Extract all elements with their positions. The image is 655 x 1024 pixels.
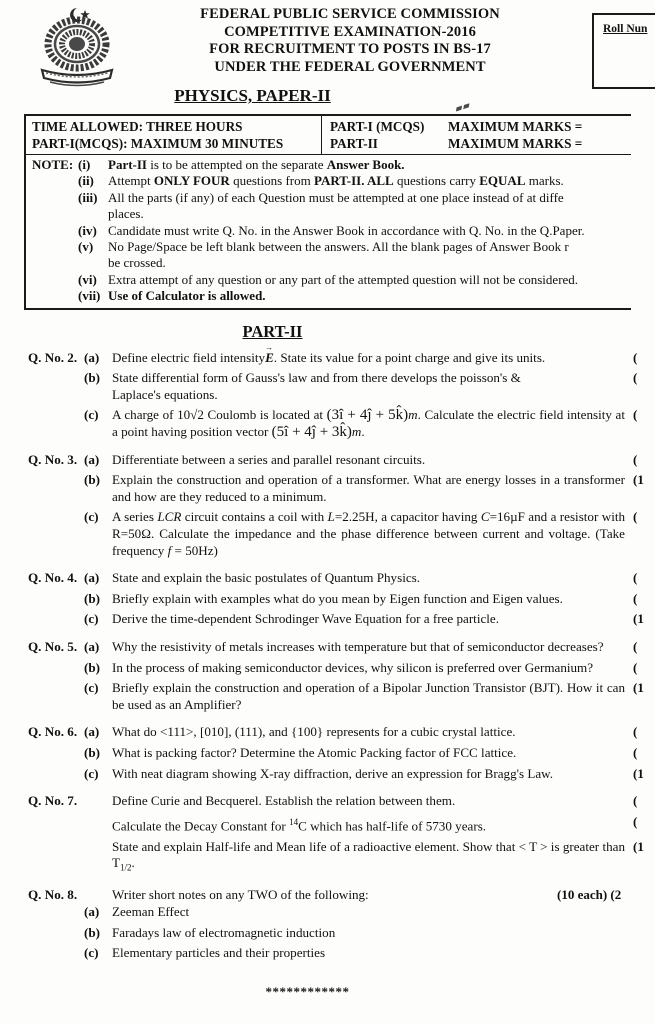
question-number bbox=[0, 745, 84, 762]
time-allowed-text: TIME ALLOWED: THREE HOURS bbox=[32, 119, 243, 134]
paper-title-text: PHYSICS, PAPER-II bbox=[174, 86, 331, 105]
note-item-text: All the parts (if any) of each Question must be attempted at one place instead of at diffe bbox=[108, 189, 564, 205]
question-part-label: (c) bbox=[84, 945, 99, 961]
question-marks: (10 each) (2 bbox=[557, 887, 622, 903]
note-item bbox=[32, 239, 627, 255]
question-part-row bbox=[0, 350, 655, 367]
question-number: Q. No. 5. bbox=[28, 638, 78, 654]
note-item bbox=[32, 206, 627, 222]
question-part-marks: ( bbox=[633, 370, 638, 386]
question-block bbox=[0, 350, 655, 441]
note-item-text: Attempt ONLY FOUR questions from PART-II. ALL questions carry EQUAL marks. bbox=[108, 173, 564, 189]
question-block bbox=[0, 570, 655, 628]
questions-container bbox=[0, 350, 655, 962]
note-item-text: be crossed. bbox=[108, 255, 166, 271]
question-part-text: Derive the time-dependent Schrodinger Wave Equation for a free particle. bbox=[112, 611, 499, 627]
question-part-row bbox=[0, 472, 655, 505]
question-part-text: A series LCR circuit contains a coil with L=2.25H, a capacitor having C=16µF and a resistor with R=50Ω. Calculate the impedance and the phase difference between current and voltage. (Take frequency f = 50Hz) bbox=[112, 509, 626, 558]
question-part-marks: ( bbox=[633, 570, 638, 586]
question-part-label: (c) bbox=[84, 680, 99, 696]
question-part-text: Define Curie and Becquerel. Establish the relation between them. bbox=[112, 793, 456, 809]
note-item bbox=[32, 288, 627, 304]
question-part-text: What is packing factor? Determine the Atomic Packing factor of FCC lattice. bbox=[112, 744, 517, 760]
note-item-number bbox=[78, 255, 108, 271]
question-part-label: (b) bbox=[84, 370, 101, 386]
question-part-text: Why the resistivity of metals increases with temperature but that of semiconductor decreases? bbox=[112, 638, 604, 654]
note-item-number: (vi) bbox=[78, 271, 97, 287]
question-part-label: (b) bbox=[84, 590, 101, 606]
question-part-text: Elementary particles and their properties bbox=[112, 945, 326, 961]
question-part-row bbox=[0, 452, 655, 469]
question-part-row bbox=[0, 509, 655, 559]
note-item bbox=[32, 157, 627, 173]
question-part-label: (a) bbox=[84, 570, 100, 586]
paper-title bbox=[0, 86, 655, 116]
question-part-row bbox=[0, 814, 655, 835]
question-part-row bbox=[0, 370, 655, 403]
question-part-row bbox=[0, 591, 655, 608]
question-part-label: (a) bbox=[84, 638, 100, 654]
question-part-text: State and explain the basic postulates of Quantum Physics. bbox=[112, 570, 421, 586]
question-part-label bbox=[84, 814, 112, 835]
note-item-number: (v) bbox=[78, 239, 94, 255]
scan-smudge-mark: ▰▰ bbox=[453, 99, 472, 116]
question-part-label: (b) bbox=[84, 924, 101, 940]
question-part-row bbox=[0, 407, 655, 440]
question-block bbox=[0, 452, 655, 560]
question-part-label: (b) bbox=[84, 472, 101, 488]
question-part-text: What do <111>, [010], (111), and {100} represents for a cubic crystal lattice. bbox=[112, 724, 516, 740]
note-item-text: places. bbox=[108, 206, 144, 222]
note-section bbox=[26, 155, 631, 308]
question-block bbox=[0, 639, 655, 713]
note-item bbox=[32, 255, 627, 271]
note-spacer bbox=[32, 272, 78, 288]
note-item-number: (vii) bbox=[78, 288, 101, 304]
question-part-marks: (1 bbox=[633, 611, 644, 627]
org-title-line3: FOR RECRUITMENT TO POSTS IN BS-17 bbox=[209, 41, 491, 57]
note-item-number bbox=[78, 206, 108, 222]
roll-number-box[interactable] bbox=[592, 13, 655, 89]
question-number: Q. No. 6. bbox=[28, 724, 78, 740]
question-part-text: With neat diagram showing X-ray diffraction, derive an expression for Bragg's Law. bbox=[112, 765, 554, 781]
question-part-row bbox=[0, 745, 655, 762]
note-item-number: (iv) bbox=[78, 222, 97, 238]
question-part-row bbox=[0, 945, 655, 962]
question-part-row bbox=[0, 766, 655, 783]
maximum-marks-cell bbox=[322, 116, 631, 154]
question-part-text: Define electric field intensityE →. State its value for a point charge and give its units. bbox=[112, 350, 633, 367]
question-spacer bbox=[0, 876, 655, 887]
org-title-line4: UNDER THE FEDERAL GOVERNMENT bbox=[214, 58, 486, 75]
question-part-marks: ( bbox=[633, 451, 638, 467]
question-block bbox=[0, 724, 655, 782]
question-number bbox=[0, 839, 84, 877]
question-part-text: State and explain Half-life and Mean life of a radioactive element. Show that < T > is greater than $T_{1/2}$. bbox=[112, 838, 625, 873]
question-spacer bbox=[0, 441, 655, 452]
note-item-text: Candidate must write Q. No. in the Answer Book in accordance with Q. No. in the Q.Paper. bbox=[108, 222, 585, 238]
question-part-label: (c) bbox=[84, 407, 99, 423]
question-part-marks: ( bbox=[633, 744, 638, 760]
question-number: Q. No. 4. bbox=[28, 570, 78, 586]
question-number: Q. No. 8. bbox=[28, 887, 78, 903]
question-part-row bbox=[0, 793, 655, 810]
note-item-number: (i) bbox=[78, 157, 91, 172]
question-part-marks: ( bbox=[633, 813, 638, 829]
note-item-number: (iii) bbox=[78, 189, 98, 205]
question-part-marks: ( bbox=[633, 509, 638, 525]
question-number bbox=[0, 814, 84, 835]
question-number: Q. No. 7. bbox=[28, 793, 78, 809]
part2-heading: PART-II bbox=[242, 321, 303, 341]
question-part-marks: ( bbox=[633, 793, 638, 809]
question-part-marks: ( bbox=[633, 590, 638, 606]
question-spacer bbox=[0, 713, 655, 724]
header-title-block bbox=[150, 6, 550, 76]
question-part-label: (a) bbox=[84, 451, 100, 467]
question-number: Q. No. 2. bbox=[28, 349, 78, 365]
question-part-text: State differential form of Gauss's law and from there develops the poisson's & Laplace's equations. bbox=[112, 370, 521, 402]
question-part-text: Differentiate between a series and parallel resonant circuits. bbox=[112, 451, 426, 467]
note-spacer bbox=[32, 173, 78, 189]
note-item-text: Part-II is to be attempted on the separate Answer Book. bbox=[108, 157, 405, 172]
question-part-text: Briefly explain the construction and operation of a Bipolar Junction Transistor (BJT). How it can be used as an Amplifier? bbox=[112, 680, 625, 712]
question-part-row bbox=[0, 724, 655, 741]
question-part-label: (b) bbox=[84, 744, 101, 760]
question-number bbox=[0, 904, 84, 921]
info-note-box bbox=[24, 114, 631, 310]
question-block bbox=[0, 793, 655, 876]
question-part-marks: ( bbox=[633, 638, 638, 654]
note-item bbox=[32, 223, 627, 239]
question-part-row bbox=[0, 680, 655, 713]
question-part-label: (b) bbox=[84, 659, 101, 675]
question-part-marks: ( bbox=[633, 724, 638, 740]
org-title-line2: COMPETITIVE EXAMINATION-2016 bbox=[224, 23, 476, 40]
note-item-text: Extra attempt of any question or any part of the attempted question will not be considered. bbox=[108, 271, 579, 287]
footer-stars: ************ bbox=[265, 983, 350, 999]
time-allowed-cell bbox=[26, 116, 322, 154]
question-part-text: Calculate the Decay Constant for $^{14}$C which has half-life of 5730 years. bbox=[112, 816, 487, 834]
question-part-label: (a) bbox=[84, 724, 100, 740]
note-spacer bbox=[32, 206, 78, 222]
question-number bbox=[0, 611, 84, 628]
part1-label: PART-I (MCQS) bbox=[330, 119, 425, 134]
note-item-text: No Page/Space be left blank between the answers. All the blank pages of Answer Book r bbox=[108, 239, 569, 255]
note-item bbox=[32, 272, 627, 288]
question-part-marks: ( bbox=[633, 659, 638, 675]
question-part-label: (c) bbox=[84, 611, 99, 627]
roll-number-label: Roll Nun bbox=[603, 23, 648, 35]
question-spacer bbox=[0, 559, 655, 570]
note-spacer bbox=[32, 223, 78, 239]
part1-maximum-marks: MAXIMUM MARKS = bbox=[448, 119, 583, 134]
question-part-marks: (1 bbox=[633, 838, 644, 854]
note-heading: NOTE: bbox=[32, 157, 74, 172]
question-part-marks: ( bbox=[633, 349, 638, 365]
question-part-row bbox=[0, 570, 655, 587]
question-part-label: (a) bbox=[84, 904, 100, 920]
question-number bbox=[0, 509, 84, 559]
question-part-label bbox=[84, 793, 112, 810]
question-block bbox=[0, 887, 655, 961]
part1-time-text: PART-I(MCQS): MAXIMUM 30 MINUTES bbox=[32, 136, 284, 151]
question-part-label bbox=[84, 887, 112, 904]
question-number bbox=[0, 925, 84, 942]
note-item bbox=[32, 173, 627, 189]
question-part-text: Briefly explain with examples what do you mean by Eigen function and Eigen values. bbox=[112, 590, 563, 606]
part2-maximum-marks: MAXIMUM MARKS = bbox=[448, 136, 583, 151]
question-part-marks bbox=[633, 904, 655, 921]
question-number bbox=[0, 660, 84, 677]
question-part-marks: (1 bbox=[633, 680, 644, 696]
question-part-text: A charge of 10√2 Coulomb is located at (3î + 4ĵ + 5k̂)m. Calculate the electric field intensity at a point having position vector (5î + 4ĵ + 3k̂)m. bbox=[112, 407, 625, 441]
note-spacer bbox=[32, 190, 78, 206]
question-part-label bbox=[84, 839, 112, 877]
note-item-text: Use of Calculator is allowed. bbox=[108, 288, 266, 304]
question-part-text: Faradays law of electromagnetic induction bbox=[112, 924, 336, 940]
question-intro-row bbox=[0, 887, 655, 904]
question-spacer bbox=[0, 628, 655, 639]
question-part-row bbox=[0, 904, 655, 921]
note-spacer bbox=[32, 255, 78, 271]
fpsc-emblem-icon bbox=[24, 4, 130, 90]
question-part-marks: (1 bbox=[633, 472, 644, 488]
question-part-row bbox=[0, 611, 655, 628]
question-number bbox=[0, 945, 84, 962]
question-number bbox=[0, 472, 84, 505]
question-number bbox=[0, 407, 84, 440]
question-part-marks bbox=[633, 925, 655, 942]
question-part-marks bbox=[633, 945, 655, 962]
question-part-row bbox=[0, 925, 655, 942]
question-part-row bbox=[0, 639, 655, 656]
question-intro-text: Writer short notes on any TWO of the following: bbox=[112, 887, 369, 903]
question-spacer bbox=[0, 782, 655, 793]
time-marks-row bbox=[26, 116, 631, 155]
question-part-marks: ( bbox=[633, 407, 638, 423]
question-part-text: Explain the construction and operation of a transformer. What are energy losses in a transformer and how are they reduced to a minimum. bbox=[112, 472, 625, 504]
question-number bbox=[0, 591, 84, 608]
question-number bbox=[0, 766, 84, 783]
note-item bbox=[32, 190, 627, 206]
question-part-label: (a) bbox=[84, 349, 100, 365]
question-part-label: (c) bbox=[84, 765, 99, 781]
question-part-row bbox=[0, 839, 655, 877]
question-part-row bbox=[0, 660, 655, 677]
question-number: Q. No. 3. bbox=[28, 451, 78, 467]
question-part-label: (c) bbox=[84, 509, 99, 525]
question-number bbox=[0, 370, 84, 403]
org-title-line1: FEDERAL PUBLIC SERVICE COMMISSION bbox=[200, 6, 500, 22]
note-spacer bbox=[32, 239, 78, 255]
note-spacer bbox=[32, 288, 78, 304]
question-part-marks: (1 bbox=[633, 765, 644, 781]
question-part-text: Zeeman Effect bbox=[112, 904, 190, 920]
page-header bbox=[0, 0, 655, 82]
question-part-text: In the process of making semiconductor devices, why silicon is preferred over Germanium? bbox=[112, 659, 594, 675]
question-number bbox=[0, 680, 84, 713]
part2-label: PART-II bbox=[330, 136, 378, 151]
note-item-number: (ii) bbox=[78, 173, 94, 189]
